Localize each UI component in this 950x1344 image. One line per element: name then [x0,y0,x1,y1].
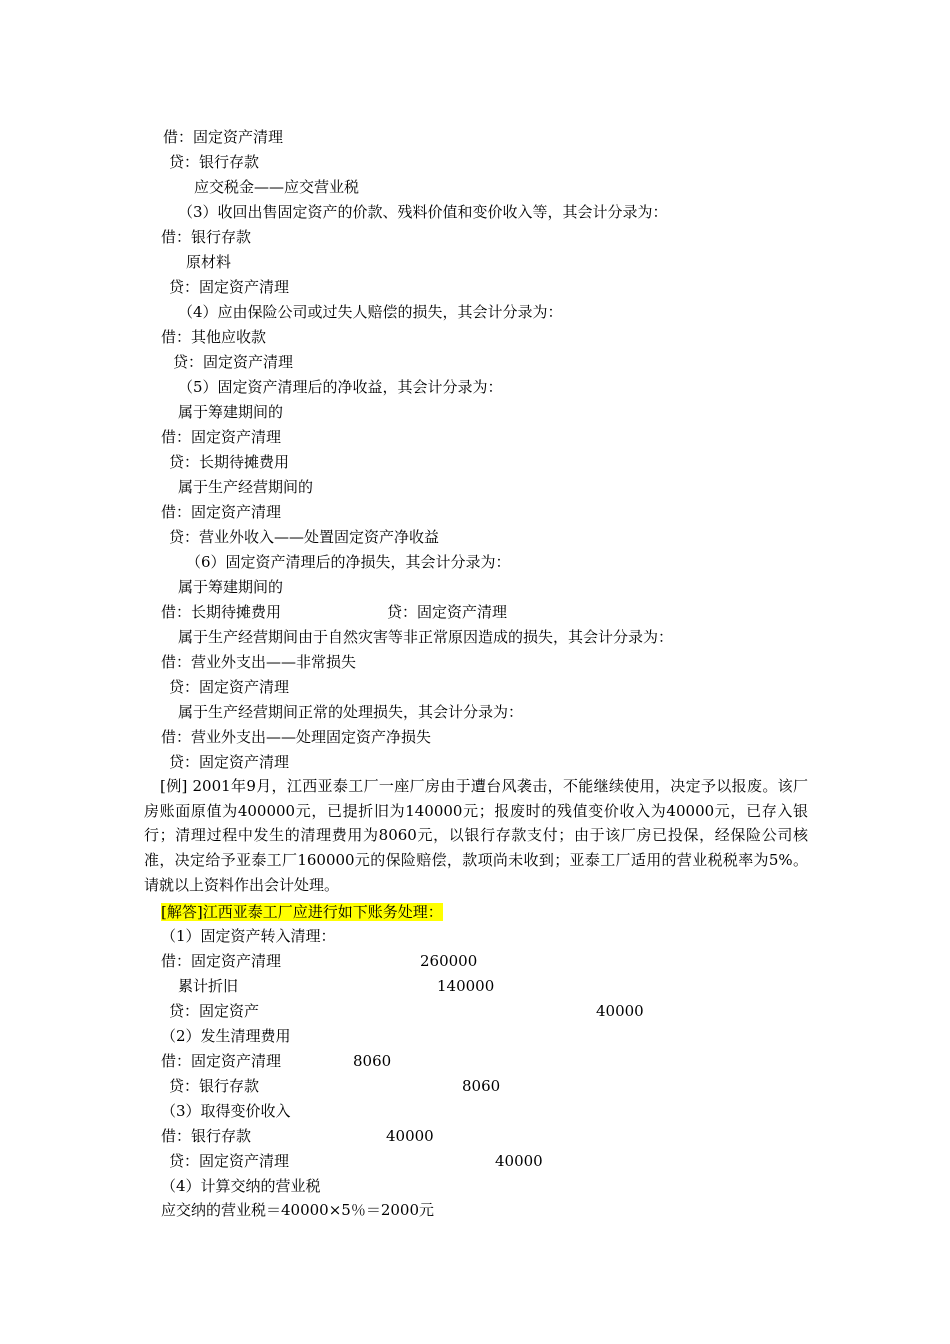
text-line: 贷：长期待摊费用 [169,453,290,471]
text-line: （6）固定资产清理后的净损失，其会计分录为： [186,553,511,571]
text-line: （3）收回出售固定资产的价款、残料价值和变价收入等，其会计分录为： [178,203,668,221]
text-line: 属于生产经营期间正常的处理损失，其会计分录为： [178,703,524,721]
text-line: 贷：固定资产清理 [169,1152,290,1170]
text-line: 借：营业外支出——非常损失 [161,653,357,671]
text-line: （4）应由保险公司或过失人赔偿的损失，其会计分录为： [178,303,563,321]
text-line: 应交税金——应交营业税 [194,178,360,196]
text-line: 借：其他应收款 [161,328,267,346]
text-line: 贷：固定资产清理 [387,603,508,621]
amount: 8060 [462,1077,501,1095]
text-line: 借：固定资产清理 [161,428,282,446]
text-line: 属于筹建期间的 [178,578,284,596]
text-line: （2）发生清理费用 [161,1027,291,1045]
text-line: 应交纳的营业税＝40000×5％＝2000元 [161,1201,435,1219]
text-line: 累计折旧 [178,977,239,995]
text-line: 借：固定资产清理 [163,128,284,146]
text-line: 借：银行存款 [161,1127,252,1145]
amount: 40000 [386,1127,434,1145]
amount: 140000 [437,977,495,995]
text-line: 贷：营业外收入——处置固定资产净收益 [169,528,440,546]
text-line: 原材料 [186,253,232,271]
text-line: 借：银行存款 [161,228,252,246]
text-line: 贷：银行存款 [169,153,260,171]
text-line: 借：长期待摊费用 [161,603,282,621]
text-line: 借：固定资产清理 [161,503,282,521]
text-line: （5）固定资产清理后的净收益，其会计分录为： [178,378,503,396]
text-line: 借：固定资产清理 [161,952,282,970]
amount: 260000 [420,952,478,970]
text-line: 属于筹建期间的 [178,403,284,421]
amount: 40000 [596,1002,644,1020]
answer-heading-highlight: [解答]江西亚泰工厂应进行如下账务处理： [161,903,443,921]
text-line: 贷：固定资产清理 [173,353,294,371]
text-line: 属于生产经营期间的 [178,478,314,496]
text-line: （4）计算交纳的营业税 [161,1177,321,1195]
text-line: 贷：固定资产清理 [169,753,290,771]
text-line: 贷：固定资产 [169,1002,260,1020]
text-line: 贷：银行存款 [169,1077,260,1095]
text-line: 贷：固定资产清理 [169,678,290,696]
text-line: 属于生产经营期间由于自然灾害等非正常原因造成的损失，其会计分录为： [178,628,674,646]
answer-heading [161,902,443,922]
text-line: 贷：固定资产清理 [169,278,290,296]
amount: 40000 [495,1152,543,1170]
text-line: （3）取得变价收入 [161,1102,291,1120]
text-line: 借：营业外支出——处理固定资产净损失 [161,728,432,746]
text-line: 借：固定资产清理 [161,1052,282,1070]
text-line: （1）固定资产转入清理： [161,927,336,945]
example-paragraph: [例] 2001年9月，江西亚泰工厂一座厂房由于遭台风袭击，不能继续使用，决定予以报废。该厂房账面原值为400000元，已提折旧为140000元；报废时的残值变价收入为40000元，已存入银行；清理过程中发生的清理费用为8060元，以银行存款支付；由于该厂房已投保，经保险公司核准，决定给予亚泰工厂160000元的保险赔偿，款项尚未收到；亚泰工厂适用的营业税税率为5%。请就以上资料作出会计处理。 [144,777,808,894]
amount: 8060 [353,1052,392,1070]
